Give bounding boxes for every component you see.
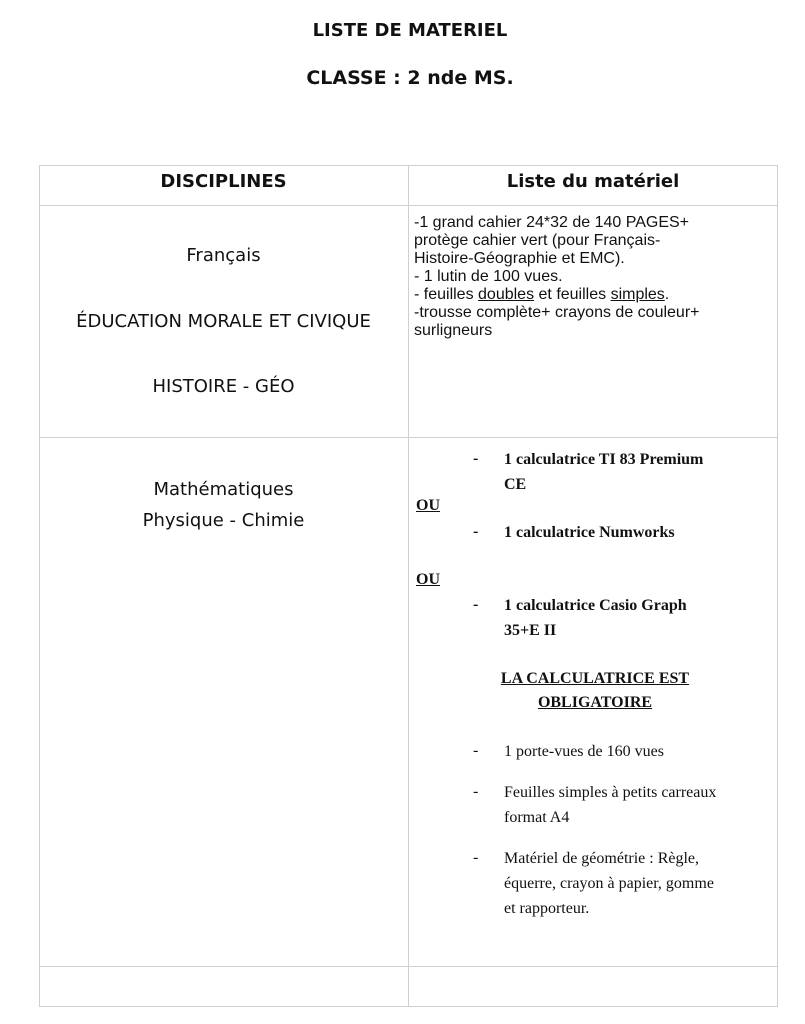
class-label: CLASSE : 2 nde MS. [306,67,514,89]
text: . [664,286,670,303]
subject-mathematiques: Mathématiques [153,479,294,500]
column-separator [408,165,409,1007]
subject-histoire-geo: HISTOIRE - GÉO [152,376,295,397]
list-item: protège cahier vert (pour Français- [414,232,661,249]
subject-emc: ÉDUCATION MORALE ET CIVIQUE [76,311,371,332]
text-line: Feuilles simples à petits carreaux [504,784,717,801]
column-header-disciplines: DISCIPLINES [160,171,287,192]
document-title: LISTE DE MATERIEL [312,20,508,41]
text-line: 1 calculatrice Casio Graph [504,597,687,614]
text: et feuilles [534,286,611,303]
list-item: -1 grand cahier 24*32 de 140 PAGES+ [414,214,689,231]
calculator-ti83 [504,447,774,497]
text-line: et rapporteur. [504,900,590,917]
text-line: OBLIGATOIRE [537,694,653,711]
bullet-dash: - [473,849,479,866]
item-porte-vues: 1 porte-vues de 160 vues [504,743,664,760]
table-border-left [39,165,40,1007]
or-label: OU [416,571,440,588]
text-line: format A4 [504,809,570,826]
list-item: Histoire-Géographie et EMC). [414,250,625,267]
list-item: -trousse complète+ crayons de couleur+ [414,304,700,321]
text-line: LA CALCULATRICE EST [500,670,690,687]
underlined-text: simples [610,286,665,303]
bullet-dash: - [473,596,479,613]
bullet-dash: - [473,523,479,540]
bullet-dash: - [473,742,479,759]
subject-francais: Français [186,245,261,266]
text-line: 1 calculatrice TI 83 Premium [504,451,704,468]
table-border-right [777,165,778,1007]
material-list-francais [414,214,774,340]
underlined-text: doubles [478,286,535,303]
mandatory-notice [420,667,770,715]
list-item [414,286,774,304]
text-line: CE [504,476,527,493]
calculator-casio [504,593,774,643]
item-geometrie [504,846,774,921]
or-label: OU [416,497,440,514]
bullet-dash: - [473,450,479,467]
text: - feuilles [414,286,479,303]
list-item: surligneurs [414,322,493,339]
text-line: 35+E II [504,622,557,639]
item-feuilles [504,780,774,830]
text-line: équerre, crayon à papier, gomme [504,875,714,892]
text-line: Matériel de géométrie : Règle, [504,850,700,867]
bullet-dash: - [473,783,479,800]
subject-physique-chimie: Physique - Chimie [142,510,305,531]
calculator-numworks: 1 calculatrice Numworks [504,524,675,541]
list-item: - 1 lutin de 100 vues. [414,268,563,285]
column-header-materiel: Liste du matériel [506,171,680,192]
